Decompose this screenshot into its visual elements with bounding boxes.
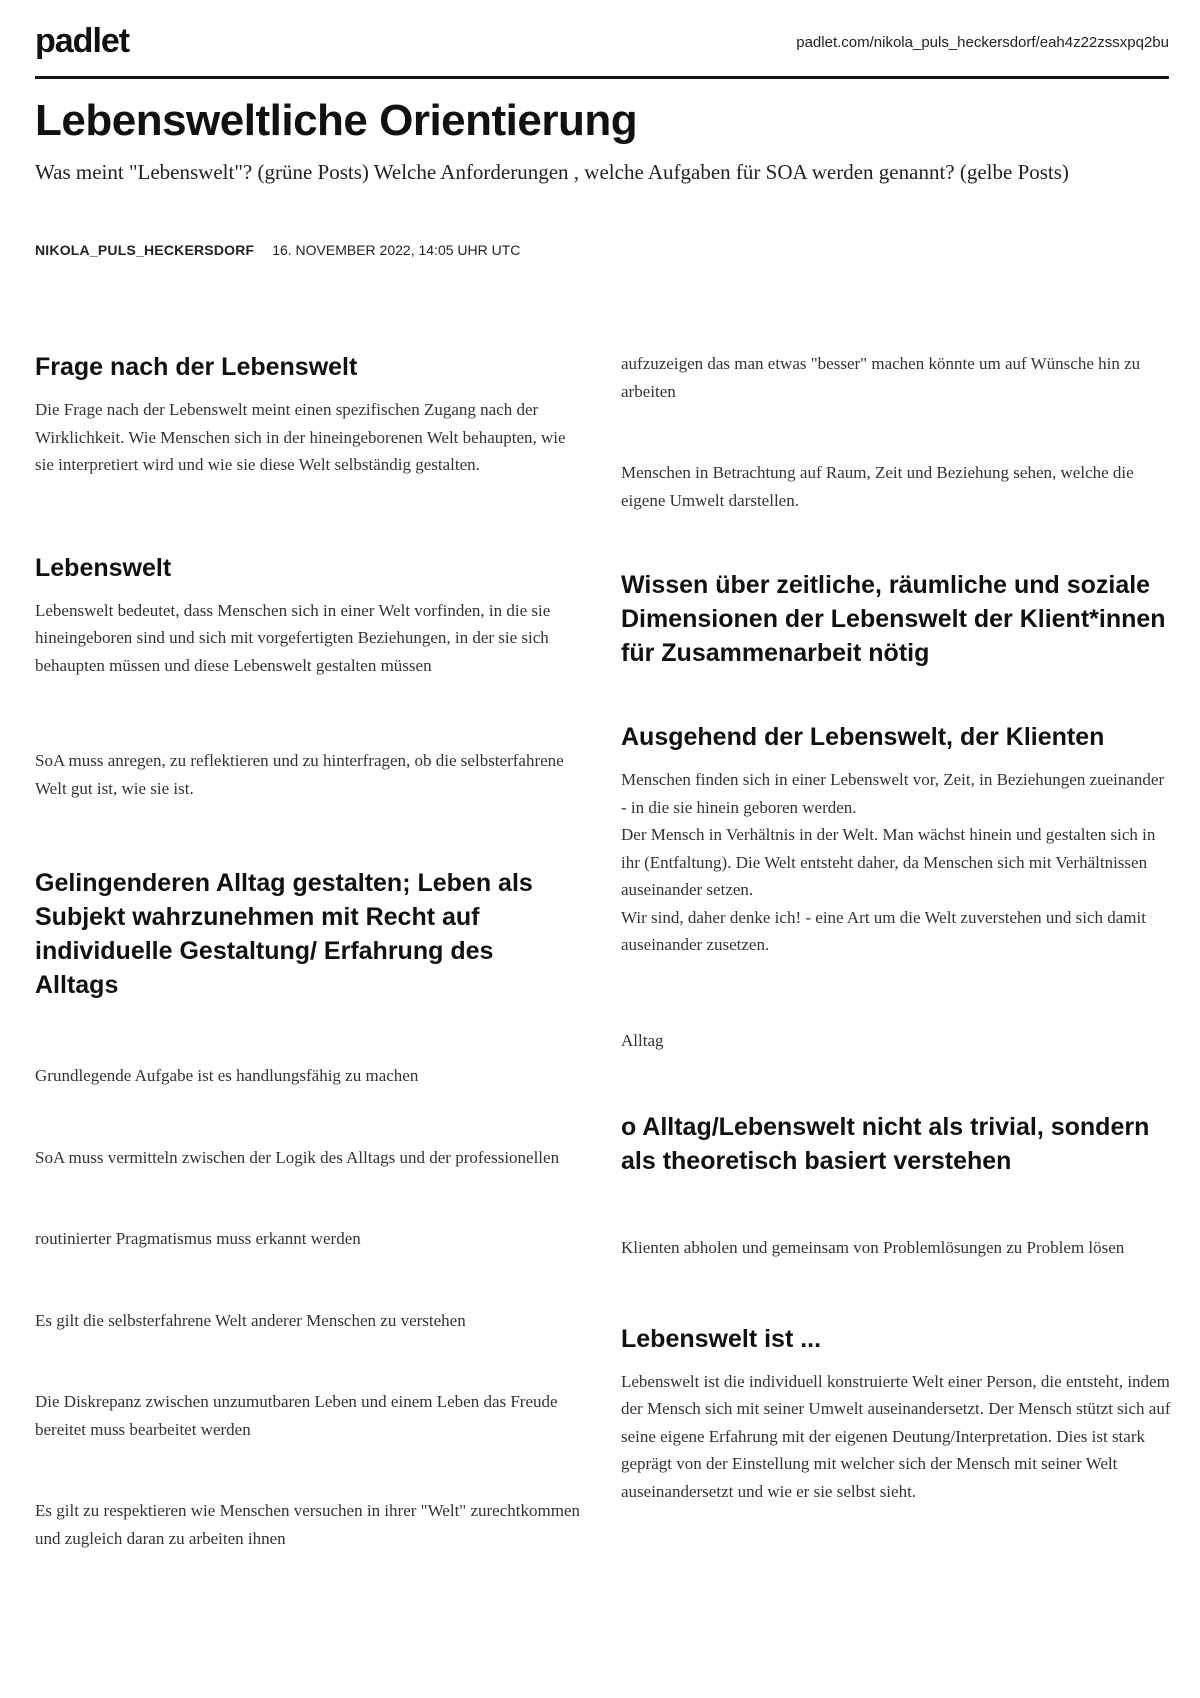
post-body: Menschen finden sich in einer Lebenswelt vor, Zeit, in Beziehungen zueinander - in die sie hinein geboren werden. Der Mensch in Verhältnis in der Welt. Man wächst hinein und gestalten sich in ihr (Entfaltung). Die Welt entsteht daher, da Menschen sich mit Verhältnissen auseinander setzen. Wir sind, daher denke ich! - eine Art um die Welt zuverstehen und sich damit auseinander zusetzen. (621, 770, 1165, 954)
post-body: Lebenswelt bedeutet, dass Menschen sich in einer Welt vorfinden, in die sie hineingeboren sind und sich mit vorgefertigten Beziehungen, in der sie sich behaupten müssen und diese Lebenswelt gestalten müssen (35, 600, 551, 675)
post-card[interactable] (621, 459, 1171, 514)
post-title: Lebenswelt (35, 553, 172, 582)
post-body: Menschen in Betrachtung auf Raum, Zeit und Beziehung sehen, welche die eigene Umwelt darstellen. (621, 463, 1134, 510)
board-description: Was meint "Lebenswelt"? (grüne Posts) Welche Anforderungen , welche Aufgaben für SOA werden genannt? (gelbe Posts) (35, 160, 1069, 184)
post-body: Klienten abholen und gemeinsam von Problemlösungen zu Problem lösen (621, 1238, 1125, 1257)
post-body: Es gilt zu respektieren wie Menschen versuchen in ihrer "Welt" zurechtkommen und zugleich daran zu arbeiten ihnen (35, 1501, 580, 1548)
post-card[interactable] (621, 1322, 1171, 1506)
post-card[interactable] (35, 350, 580, 479)
post-title: Gelingenderen Alltag gestalten; Leben als Subjekt wahrzunehmen mit Recht auf individuelle Gestaltung/ Erfahrung des Alltags (35, 869, 533, 999)
post-title: o Alltag/Lebenswelt nicht als trivial, sondern als theoretisch basiert verstehen (621, 1113, 1150, 1175)
post-card[interactable] (35, 1307, 580, 1335)
post-title: Frage nach der Lebenswelt (35, 353, 358, 381)
post-card[interactable] (621, 720, 1171, 959)
post-title: Ausgehend der Lebenswelt, der Klienten (621, 723, 1105, 751)
post-body: Grundlegende Aufgabe ist es handlungsfähig zu machen (35, 1066, 419, 1085)
post-title: Wissen über zeitliche, räumliche und soziale Dimensionen der Lebenswelt der Klient*innen für Zusammenarbeit nötig (621, 571, 1166, 667)
board-author: NIKOLA_PULS_HECKERSDORF (35, 242, 255, 258)
post-body: routinierter Pragmatismus muss erkannt werden (35, 1229, 361, 1248)
post-body: Die Frage nach der Lebenswelt meint einen spezifischen Zugang nach der Wirklichkeit. Wie Menschen sich in der hineingeborenen Welt behaupten, wie sie interpretiert wird und wie sie diese Welt selbständig gestalten. (35, 400, 566, 474)
post-body: SoA muss vermitteln zwischen der Logik des Alltags und der professionellen (35, 1147, 560, 1167)
post-card[interactable] (621, 1110, 1171, 1178)
post-title: Lebenswelt ist ... (621, 1324, 822, 1353)
post-card[interactable] (35, 747, 580, 802)
post-card[interactable] (621, 1234, 1171, 1262)
board-title: Lebensweltliche Orientierung (35, 96, 638, 145)
right-column (621, 350, 1171, 1505)
board-meta (35, 242, 520, 258)
post-card[interactable] (35, 866, 580, 1002)
post-body: Die Diskrepanz zwischen unzumutbaren Leben und einem Leben das Freude bereitet muss bearbeitet werden (35, 1392, 558, 1439)
post-card[interactable] (35, 1225, 580, 1253)
board-date: 16. NOVEMBER 2022, 14:05 UHR UTC (272, 242, 521, 258)
post-body: aufzuzeigen das man etwas "besser" machen könnte um auf Wünsche hin zu arbeiten (621, 354, 1141, 401)
post-body: SoA muss anregen, zu reflektieren und zu hinterfragen, ob die selbsterfahrene Welt gut ist, wie sie ist. (35, 751, 564, 798)
post-card[interactable] (35, 1062, 580, 1090)
board-url[interactable]: padlet.com/nikola_puls_heckersdorf/eah4z22zssxpq2bu (796, 34, 1169, 51)
left-column (35, 350, 580, 1552)
post-card[interactable] (621, 350, 1171, 405)
post-card[interactable] (35, 1497, 580, 1552)
padlet-logo[interactable]: padlet (35, 22, 130, 60)
post-body: Alltag (621, 1030, 664, 1050)
post-body: Lebenswelt ist die individuell konstruierte Welt einer Person, die entsteht, indem der Mensch sich mit seiner Umwelt auseinandersetzt. Der Mensch stützt sich auf seine eigene Erfahrung mit der eigenen Deutung/Interpretation. Dies ist stark geprägt von der Einstellung mit welcher sich der Mensch mit seiner Welt auseinandersetzt und wie er sie selbst sieht. (621, 1371, 1171, 1501)
post-body: Es gilt die selbsterfahrene Welt anderer Menschen zu verstehen (35, 1310, 466, 1330)
post-card[interactable] (621, 1027, 1171, 1055)
post-card[interactable] (35, 1388, 580, 1443)
post-card[interactable] (621, 568, 1171, 670)
post-card[interactable] (35, 1144, 580, 1172)
top-bar (35, 18, 1169, 79)
post-card[interactable] (35, 551, 580, 680)
